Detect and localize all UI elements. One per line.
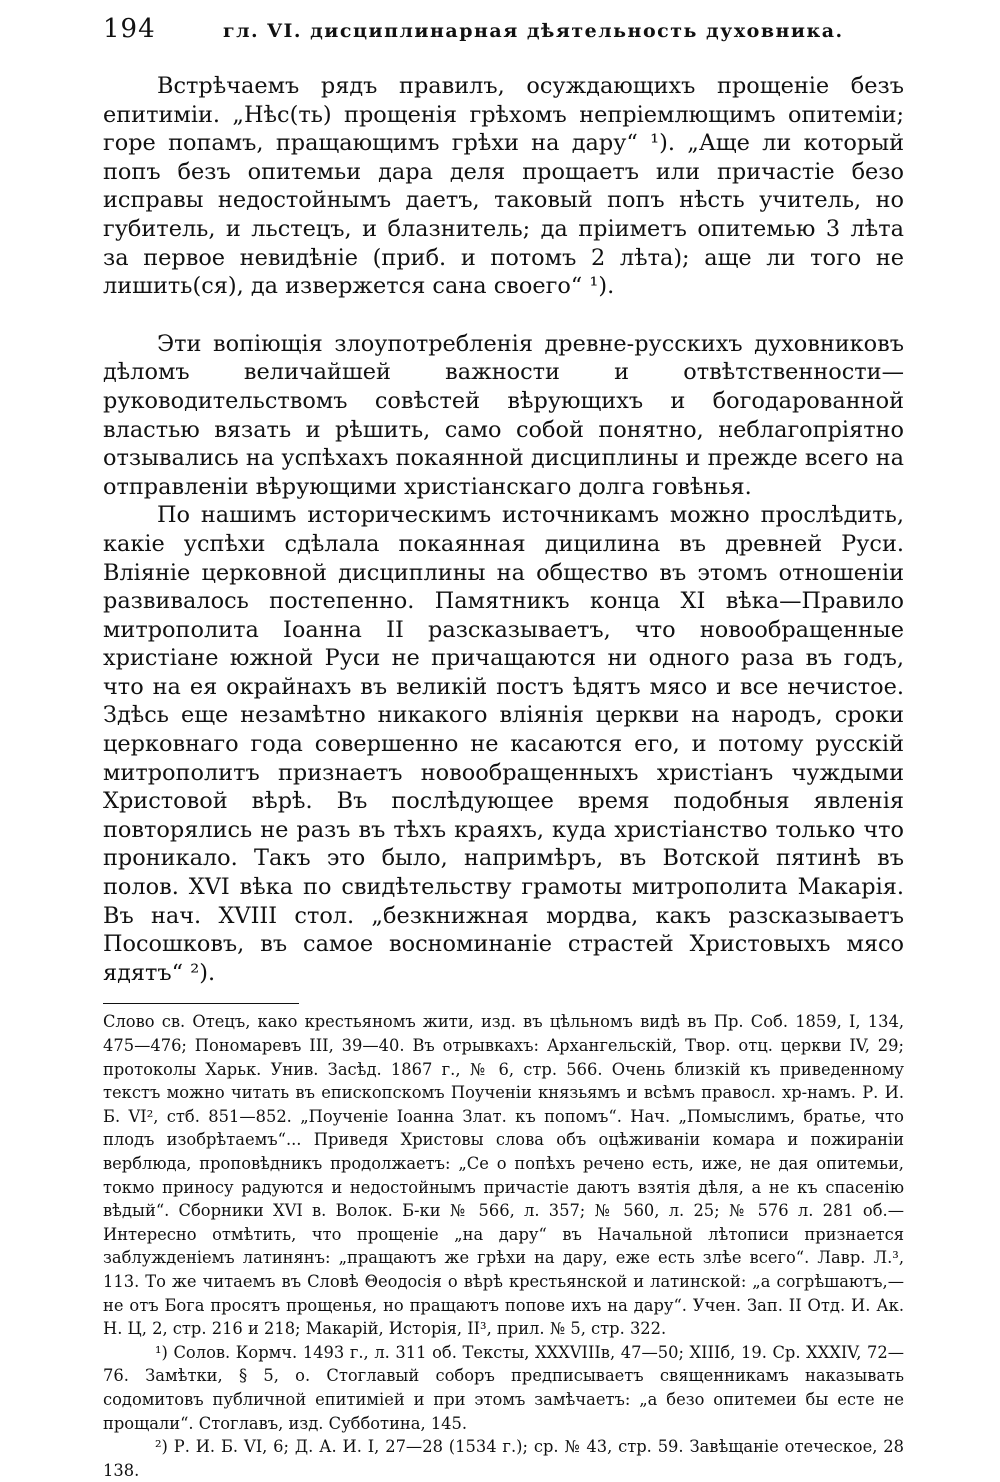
- footnote: ¹) Солов. Кормч. 1493 г., л. 311 об. Тексты, XXXVIIIв, 47—50; XIIIб, 19. Ср. XXXIV, 72—76. Замѣтки, § 5, о. Стоглавый соборъ предписываетъ священникамъ наказывать содомитовъ публичной епитимiей и при этомъ замѣчаетъ: „а безо опитемеи бы есте не прощали“. Стоглавъ, изд. Субботина, 145.: [103, 1342, 904, 1433]
- paragraph: Встрѣчаемъ рядъ правилъ, осуждающихъ прощенiе безъ епитимiи. „Нѣс(ть) прощенiя грѣхомъ непрiемлющимъ опитемiи; горе попамъ, пращающимъ грѣхи на дару“ ¹). „Аще ли который попъ безъ опитемьи дара деля прощаетъ или причастiе безо исправы недостойнымъ даетъ, таковый попъ нѣсть учитель, но губитель, и льстецъ, и блазнитель; да прiиметъ опитемью 3 лѣта за первое невидѣнiе (приб. и потомъ 2 лѣта); аще ли того не лишить(ся), да извержется сана своего“ ¹).: [103, 73, 904, 300]
- paragraph: Эти вопiющiя злоупотребленiя древне-русскихъ духовниковъ дѣломъ величайшей важности и отвѣтственности—руководительствомъ совѣстей вѣрующихъ и богодарованной властью вязать и рѣшить, само собой понятно, неблагопрiятно отзывались на успѣхахъ покаянной дисциплины и прежде всего на отправленiи вѣрующими христiанскаго долга говѣнья.: [103, 330, 904, 500]
- page-number: 194: [103, 14, 156, 44]
- footnote: ²) Р. И. Б. VI, 6; Д. А. И. I, 27—28 (1534 г.); ср. № 43, стр. 59. Завѣщанiе отеческое, 28 138.: [103, 1437, 904, 1480]
- footnote-divider: [103, 1003, 299, 1004]
- page-header: [103, 14, 904, 48]
- footnotes: [103, 1010, 904, 1482]
- running-title: гл. VI. дисциплинарная дѣятельность духовника.: [223, 20, 844, 42]
- footnote: Слово св. Отецъ, како крестьяномъ жити, изд. въ цѣльномъ видѣ въ Пр. Соб. 1859, I, 134, 475—476; Пономаревъ III, 39—40. Въ отрывкахъ: Архангельскiй, Твор. отц. церкви IV, 29; протоколы Харьк. Унив. Засѣд. 1867 г., № 6, стр. 566. Очень близкiй къ приведенному текстъ можно читать въ епископскомъ Поученiи князьямъ и всѣмъ правосл. хр-намъ. Р. И. Б. VI², стб. 851—852. „Поученiе Iоанна Злат. къ попомъ“. Нач. „Помыслимъ, братье, что плодъ изобрѣтаемъ“... Приведя Христовы слова объ оцѣживанiи комара и пожиранiи верблюда, проповѣдникъ продолжаетъ: „Се о попѣхъ речено есть, иже, не дая опитемьи, токмо приносу радуются и недостойнымъ причастiе даютъ взятiя дѣля, а не къ спасенiю вѣдый“. Сборники XVI в. Волок. Б-ки № 566, л. 357; № 560, л. 25; № 576 л. 281 об.— Интересно отмѣтить, что прощенiе „на дару“ въ Начальной лѣтописи признается заблужденiемъ латинянъ: „пращаютъ же грѣхи на дару, еже есть злѣе всего“. Лавр. Л.³, 113. То же читаемъ въ Словѣ Θеодосiя о вѣрѣ крестьянской и латинской: „а согрѣшаютъ,— не отъ Бога просятъ прощенья, но пращаютъ попове ихъ на дару“. Учен. Зап. II Отд. И. Ак. Н. Ц, 2, стр. 216 и 218; Макарiй, Исторiя, II³, прил. № 5, стр. 322.: [103, 1012, 904, 1339]
- main-text: [103, 72, 904, 987]
- paragraph: По нашимъ историческимъ источникамъ можно прослѣдить, какiе успѣхи сдѣлала покаянная дицилина въ древней Руси. Влiянiе церковной дисциплины на общество въ этомъ отношенiи развивалось постепенно. Памятникъ конца XI вѣка—Правило митрополита Iоанна II разсказываетъ, что новообращенные христiане южной Руси не причащаются ни одного раза въ годъ, что на ея окрайнахъ въ великiй постъ ѣдятъ мясо и все нечистое. Здѣсь еще незамѣтно никакого влiянiя церкви на народъ, сроки церковнаго года совершенно не касаются его, и потому русскiй митрополитъ признаетъ новообращенныхъ христiанъ чуждыми Христовой вѣрѣ. Въ послѣдующее время подобныя явленiя повторялись не разъ въ тѣхъ краяхъ, куда христiанство только что проникало. Такъ это было, напримѣръ, въ Вотской пятинѣ въ полов. XVI вѣка по свидѣтельству грамоты митрополита Макарiя. Въ нач. XVIII стол. „безкнижная мордва, какъ разсказываетъ Посошковъ, въ самое восноминанiе страстей Христовыхъ мясо ядятъ“ ²).: [103, 502, 904, 986]
